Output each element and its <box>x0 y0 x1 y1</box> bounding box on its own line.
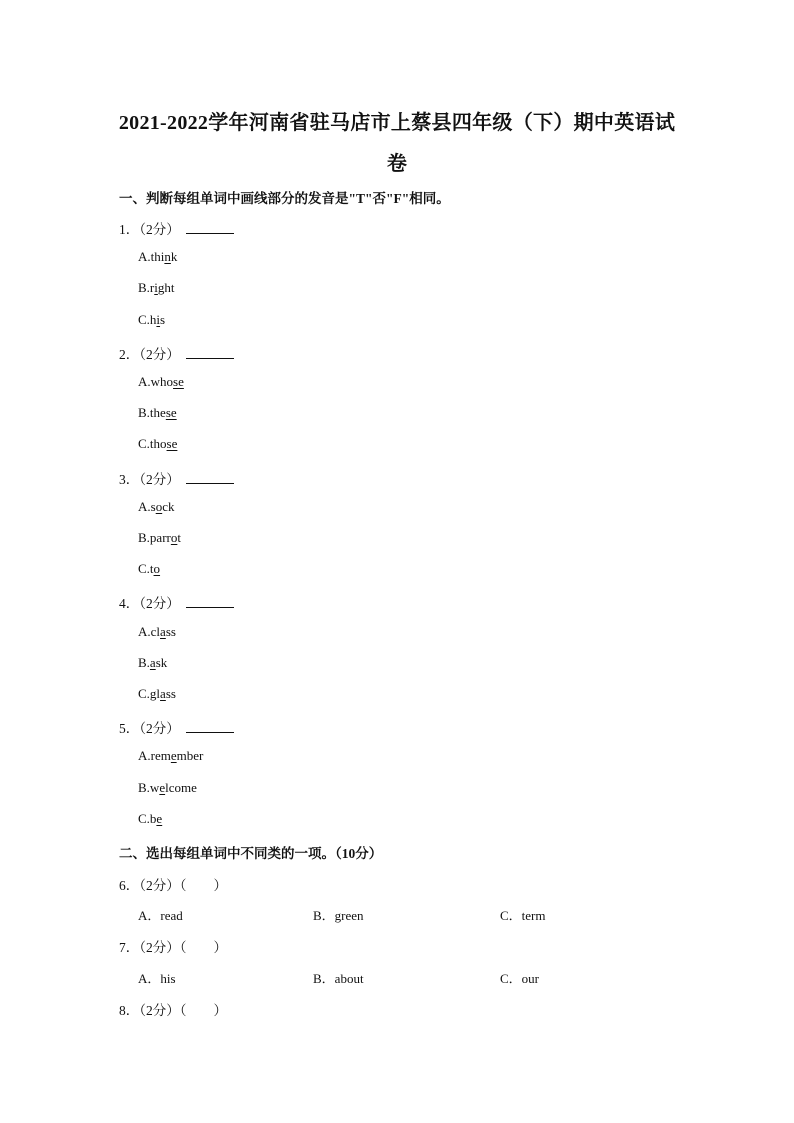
option-a: A.class <box>138 623 176 639</box>
choice-c: C．our <box>500 970 540 986</box>
question-8: 8．（2分）（ ） <box>119 1002 227 1018</box>
document-title: 2021-2022学年河南省驻马店市上蔡县四年级（下）期中英语试 <box>118 112 676 134</box>
option-a: A.think <box>138 249 178 265</box>
underlined-letters: e <box>159 779 166 795</box>
question-7: 7．（2分）（ ） <box>119 940 227 956</box>
choice-b: B．about <box>313 970 364 986</box>
section-1-heading: 一、判断每组单词中画线部分的发音是"T"否"F"相同。 <box>119 191 450 206</box>
underlined-letters: a <box>160 686 166 701</box>
underlined-letters: se <box>166 436 178 452</box>
underlined-letters: a <box>160 623 166 639</box>
option-c: C.glass <box>138 686 176 701</box>
choice-b: B．green <box>313 908 364 924</box>
question-1 <box>119 218 234 238</box>
answer-blank[interactable] <box>186 720 234 733</box>
underlined-letters: i <box>154 280 158 296</box>
option-c: C.be <box>138 810 163 826</box>
answer-blank[interactable] <box>186 471 234 484</box>
underlined-letters: i <box>156 311 161 327</box>
option-a: A.whose <box>138 374 184 389</box>
underlined-letters: se <box>165 405 177 421</box>
answer-blank[interactable] <box>186 221 234 234</box>
question-6: 6．（2分）（ ） <box>119 878 227 893</box>
question-2 <box>119 343 234 363</box>
underlined-letters: e <box>170 748 177 764</box>
question-label: 2．（2分） <box>119 346 180 362</box>
question-label: 1．（2分） <box>119 222 180 237</box>
option-a: A.sock <box>138 498 175 514</box>
option-c: C.to <box>138 561 161 577</box>
answer-blank[interactable] <box>186 346 234 359</box>
underlined-letters: se <box>173 374 184 389</box>
underlined-letters: o <box>153 561 161 577</box>
question-label: 5．（2分） <box>119 721 180 737</box>
choice-a: A．read <box>138 908 183 924</box>
question-4 <box>119 592 234 612</box>
option-b: B.parrot <box>138 530 181 545</box>
section-2-heading: 二、选出每组单词中不同类的一项。（10分） <box>119 846 383 861</box>
underlined-letters: e <box>156 810 163 826</box>
document-title-continued: 卷 <box>386 153 408 175</box>
option-b: B.welcome <box>138 779 197 795</box>
question-5 <box>119 717 234 737</box>
answer-blank[interactable] <box>186 595 234 608</box>
option-c: C.those <box>138 436 178 452</box>
underlined-letters: o <box>170 530 178 545</box>
option-b: B.these <box>138 405 177 421</box>
underlined-letters: a <box>149 654 156 670</box>
choice-a: A．his <box>138 970 176 986</box>
question-label: 4．（2分） <box>119 596 180 612</box>
question-3 <box>119 468 234 488</box>
underlined-letters: o <box>155 498 163 514</box>
option-b: B.right <box>138 280 175 296</box>
choice-c: C．term <box>500 908 546 924</box>
question-label: 3．（2分） <box>119 471 180 487</box>
option-a: A.remember <box>138 748 204 764</box>
option-b: B.ask <box>138 654 168 670</box>
underlined-letters: n <box>164 249 171 265</box>
option-c: C.his <box>138 311 166 327</box>
